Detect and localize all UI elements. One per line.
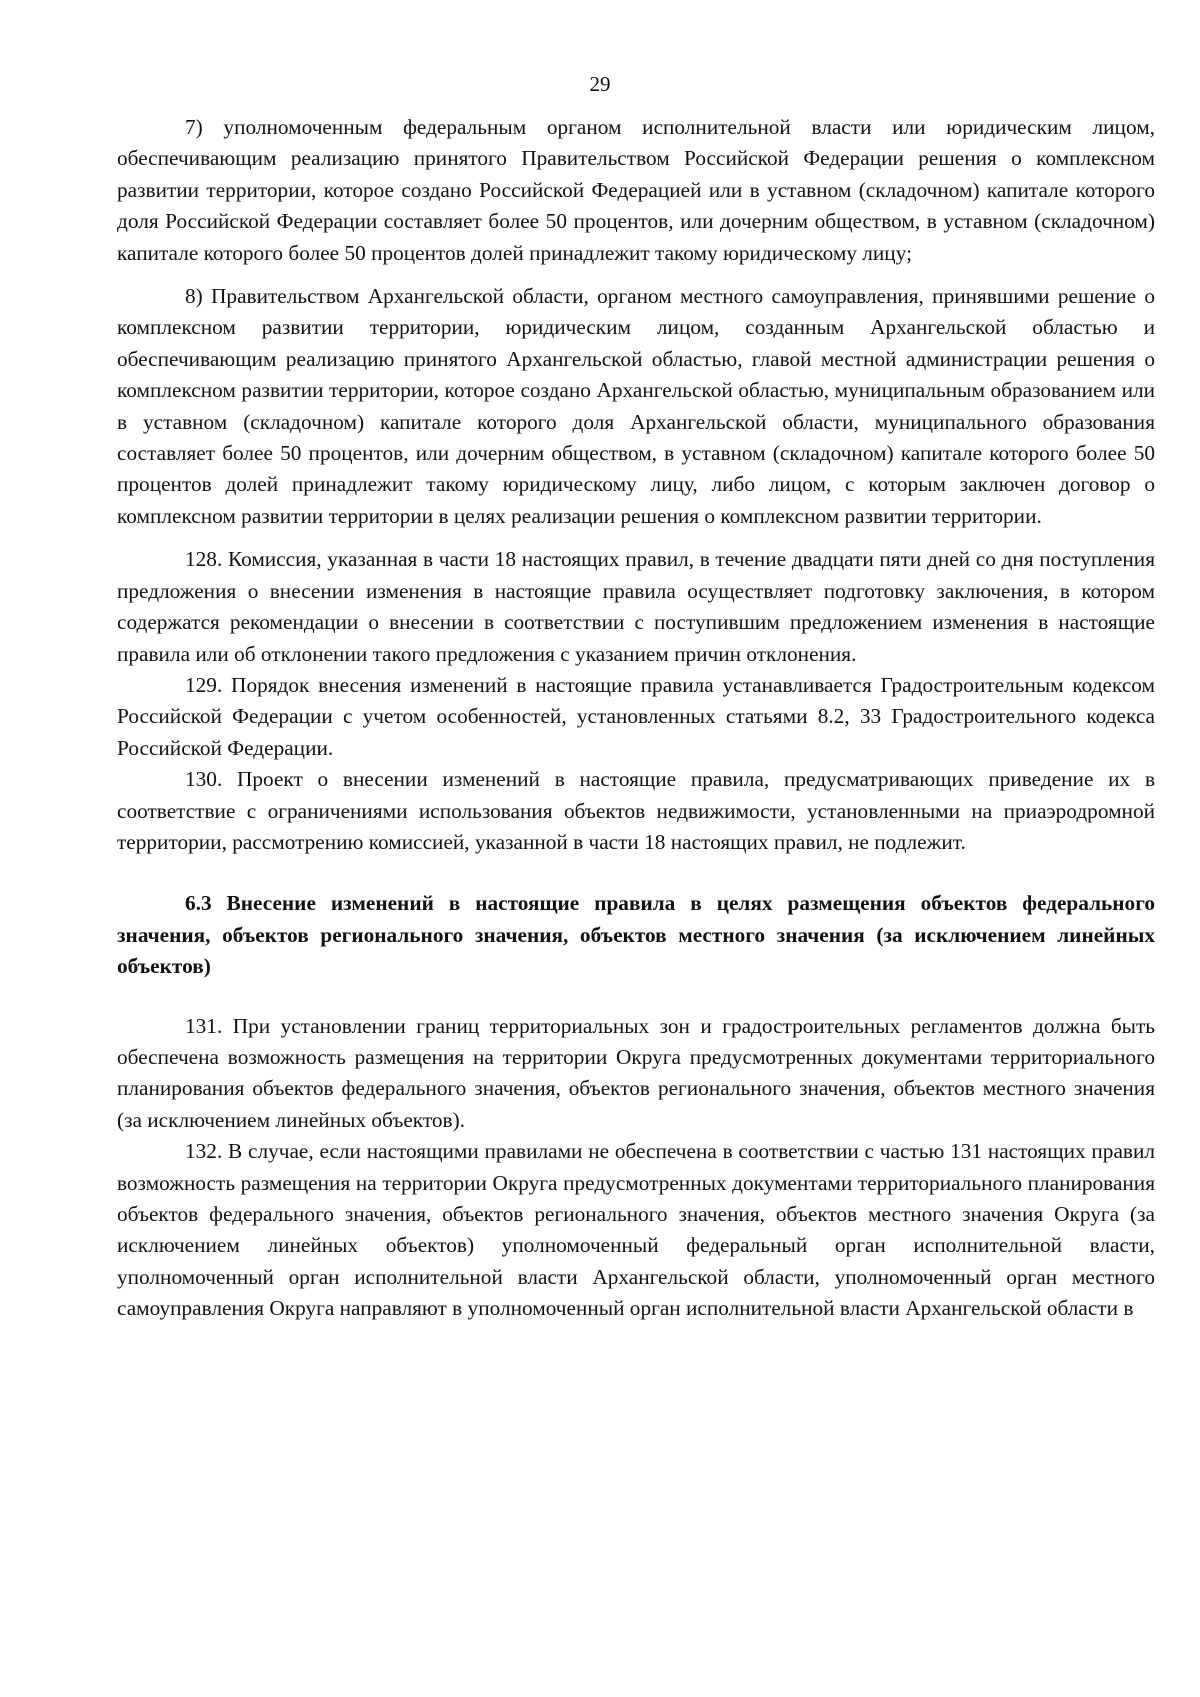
paragraph-131: 131. При установлении границ территориальных зон и градостроительных регламентов должна быть обеспечена возможность размещения на территории Округа предусмотренных документами территориального планирования объектов федерального значения, объектов регионального значения, объектов местного значения (за исключением линейных объектов). [117,1013,1155,1132]
paragraph-130: 130. Проект о внесении изменений в настоящие правила, предусматривающих приведение их в соответствие с ограничениями использования объектов недвижимости, установленными на приаэродромной территории, рассмотрению комиссией, указанной в части 18 настоящих правил, не подлежит. [117,767,1155,854]
page-number: 29 [589,72,611,96]
paragraph-8: 8) Правительством Архангельской области, органом местного самоуправления, принявшими решение о комплексном развитии территории, юридическим лицом, созданным Архангельской областью и обеспечивающим реализацию принятого Архангельской областью, главой местной администрации решения о комплексном развитии территории, которое создано Архангельской областью, муниципальным образованием или в уставном (складочном) капитале которого доля Архангельской области, муниципального образования составляет более 50 процентов, или дочерним обществом, в уставном (складочном) капитале которого более 50 процентов долей принадлежит такому юридическому лицу, либо лицом, с которым заключен договор о комплексном развитии территории в целях реализации решения о комплексном развитии территории. [117,284,1155,528]
paragraph-7: 7) уполномоченным федеральным органом исполнительной власти или юридическим лицом, обеспечивающим реализацию принятого Правительством Российской Федерации решения о комплексном развитии территории, которое создано Российской Федерацией или в уставном (складочном) капитале которого доля Российской Федерации составляет более 50 процентов, или дочерним обществом, в уставном (складочном) капитале которого более 50 процентов долей принадлежит такому юридическому лицу; [117,115,1155,265]
paragraph-129: 129. Порядок внесения изменений в настоящие правила устанавливается Градостроительным кодексом Российской Федерации с учетом особенностей, установленных статьями 8.2, 33 Градостроительного кодекса Российской Федерации. [117,672,1155,760]
paragraph-128: 128. Комиссия, указанная в части 18 настоящих правил, в течение двадцати пяти дней со дня поступления предложения о внесении изменения в настоящие правила осуществляет подготовку заключения, в котором содержатся рекомендации о внесении в соответствии с поступившим предложением изменения в настоящие правила или об отклонении такого предложения с указанием причин отклонения. [117,547,1155,666]
paragraph-132: 132. В случае, если настоящими правилами не обеспечена в соответствии с частью 131 настоящих правил возможность размещения на территории Округа предусмотренных документами территориального планирования объектов федерального значения, объектов регионального значения, объектов местного значения Округа (за исключением линейных объектов) уполномоченный федеральный орган исполнительной власти, уполномоченный орган исполнительной власти Архангельской области, уполномоченный орган местного самоуправления Округа направляют в уполномоченный орган исполнительной власти Архангельской области в [117,1139,1155,1321]
section-heading-6-3: 6.3 Внесение изменений в настоящие правила в целях размещения объектов федерального значения, объектов регионального значения, объектов местного значения (за исключением линейных объектов) [117,891,1155,979]
document-body [117,112,1155,1325]
